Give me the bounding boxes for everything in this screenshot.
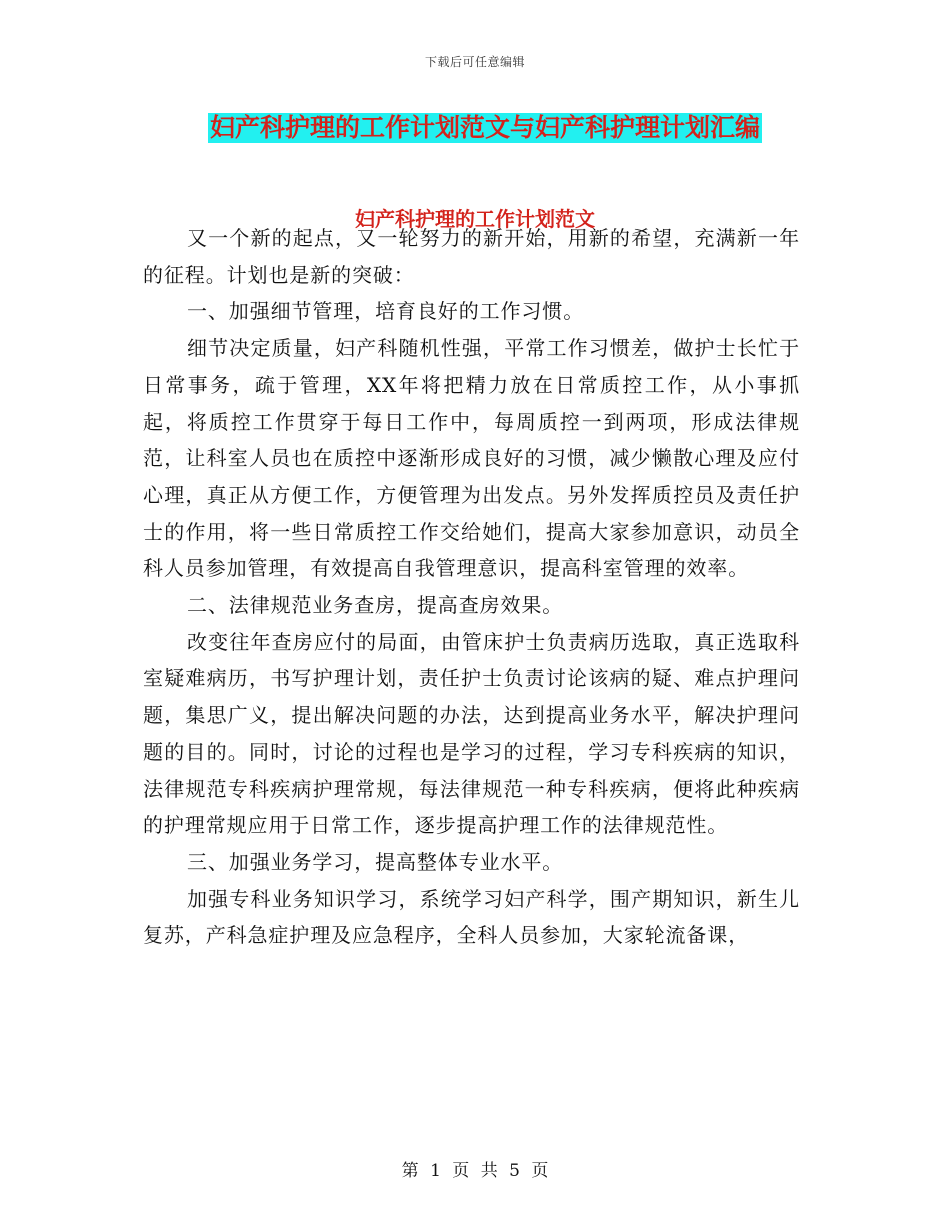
heading-item-2: 二、法律规范业务查房，提高查房效果。 <box>187 593 564 618</box>
document-body <box>143 220 800 954</box>
heading-item-3: 三、加强业务学习，提高整体专业水平。 <box>187 849 564 874</box>
paragraph-intro: 又一个新的起点，又一轮努力的新开始，用新的希望，充满新一年的征程。计划也是新的突破： <box>143 226 800 287</box>
paragraph-item-3: 加强专科业务知识学习，系统学习妇产科学，围产期知识，新生儿复苏，产科急症护理及应急程序，全科人员参加，大家轮流备课， <box>143 886 800 948</box>
header-note: 下载后可任意编辑 <box>424 55 525 69</box>
page-number-footer: 第 1 页 共 5 页 <box>401 1161 549 1181</box>
section-title: 妇产科护理的工作计划范文 <box>355 207 595 231</box>
paragraph-item-1: 细节决定质量，妇产科随机性强，平常工作习惯差，做护士长忙于日常事务，疏于管理，XX年将把精力放在日常质控工作，从小事抓起，将质控工作贯穿于每日工作中，每周质控一到两项，形成法律规范，让科室人员也在质控中逐渐形成良好的习惯，减少懒散心理及应付心理，真正从方便工作，方便管理为出发点。另外发挥质控员及责任护士的作用，将一些日常质控工作交给她们，提高大家参加意识，动员全科人员参加管理，有效提高自我管理意识，提高科室管理的效率。 <box>143 336 800 581</box>
paragraph-item-2: 改变往年查房应付的局面，由管床护士负责病历选取，真正选取科室疑难病历，书写护理计划，责任护士负责讨论该病的疑、难点护理问题，集思广义，提出解决问题的办法，达到提高业务水平，解决护理问题的目的。同时，讨论的过程也是学习的过程，学习专科疾病的知识，法律规范专科疾病护理常规，每法律规范一种专科疾病，便将此种疾病的护理常规应用于日常工作，逐步提高护理工作的法律规范性。 <box>143 629 800 838</box>
document-title: 妇产科护理的工作计划范文与妇产科护理计划汇编 <box>210 113 761 142</box>
heading-item-1: 一、加强细节管理，培育良好的工作习惯。 <box>187 299 585 324</box>
